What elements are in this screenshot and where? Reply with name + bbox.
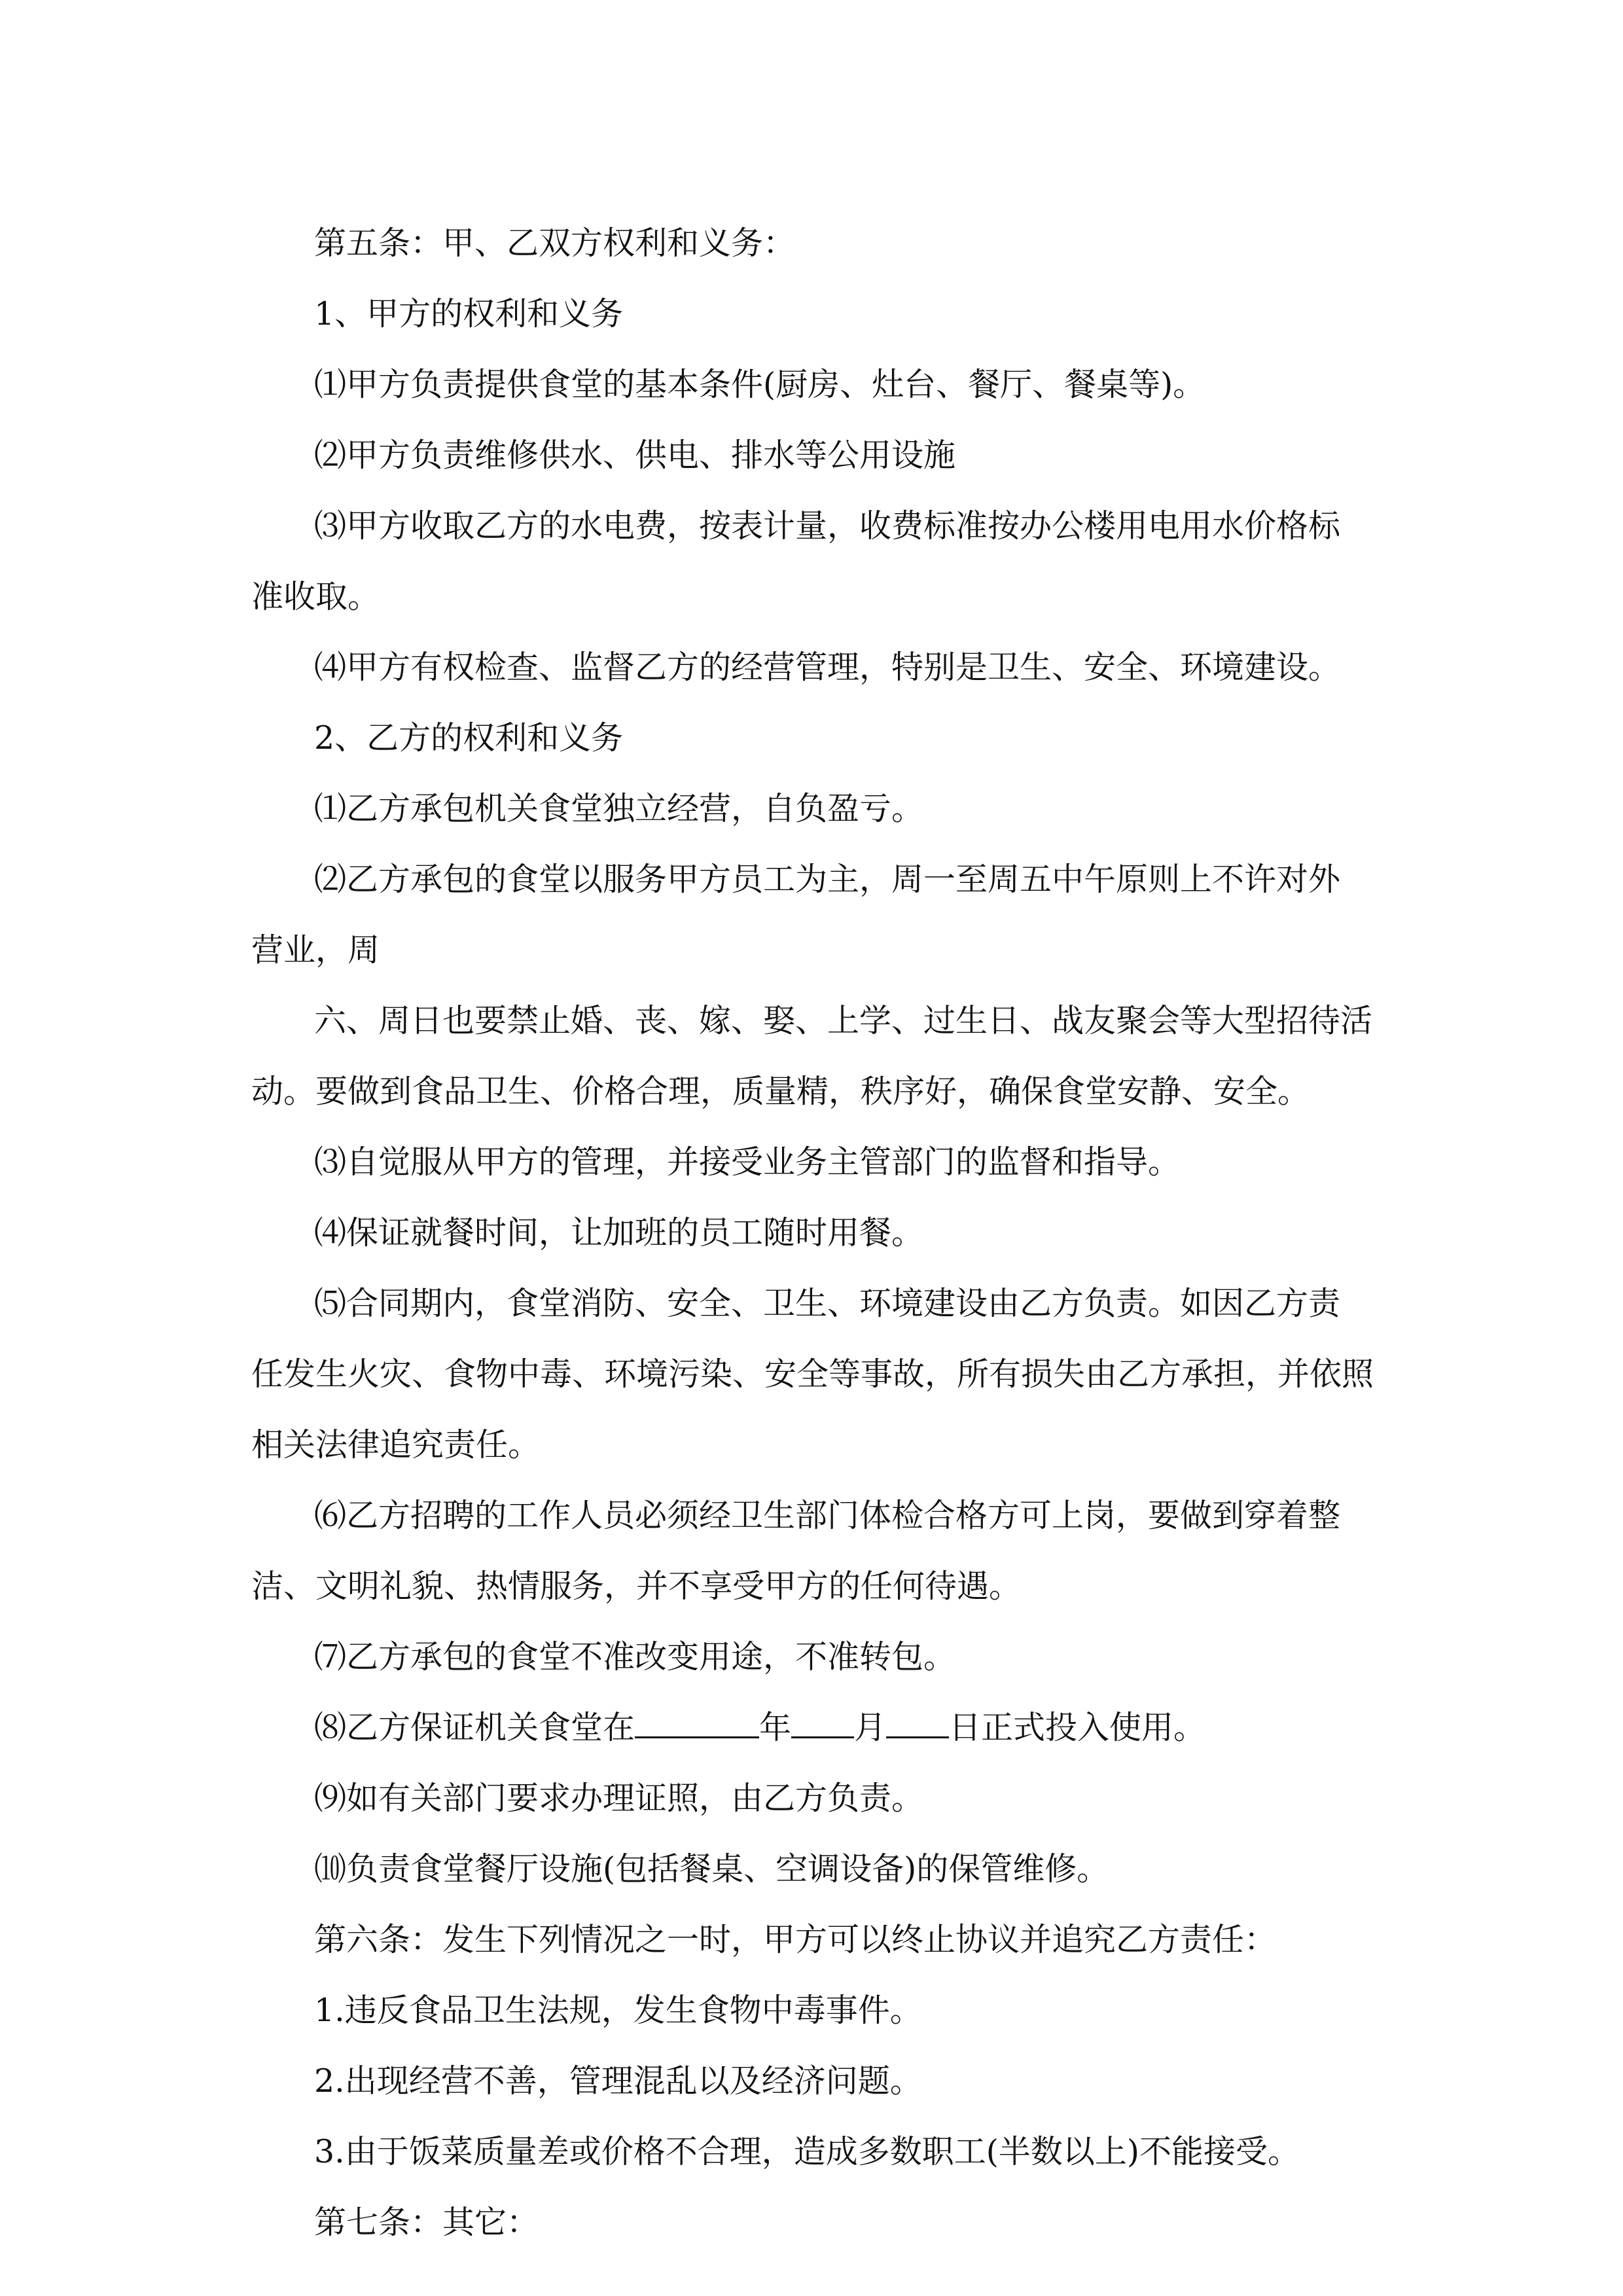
- paragraph-continuation: 任发生火灾、食物中毒、环境污染、安全等事故，所有损失由乙方承担，并依照: [251, 1355, 1374, 1393]
- paragraph: ⑼如有关部门要求办理证照，由乙方负责。: [314, 1780, 924, 1817]
- year-blank: [635, 1706, 759, 1738]
- paragraph: ⑷甲方有权检查、监督乙方的经营管理，特别是卫生、安全、环境建设。: [314, 649, 1341, 686]
- paragraph: ⑺乙方承包的食堂不准改变用途，不准转包。: [314, 1638, 956, 1676]
- paragraph: 3.由于饭菜质量差或价格不合理，造成多数职工(半数以上)不能接受。: [314, 2133, 1300, 2170]
- clause-5-heading: 第五条：甲、乙双方权利和义务：: [314, 224, 796, 262]
- date-prefix: ⑻乙方保证机关食堂在: [314, 1709, 635, 1746]
- paragraph-line: 六、周日也要禁止婚、丧、嫁、娶、上学、过生日、战友聚会等大型招待活: [314, 1002, 1373, 1039]
- paragraph-continuation: 洁、文明礼貌、热情服务，并不享受甲方的任何待遇。: [251, 1568, 1022, 1605]
- paragraph: ⑷保证就餐时间，让加班的员工随时用餐。: [314, 1214, 924, 1251]
- contract-body: [251, 208, 1387, 2258]
- paragraph-line: ⑸合同期内，食堂消防、安全、卫生、环境建设由乙方负责。如因乙方责: [314, 1285, 1341, 1322]
- paragraph: ⑴乙方承包机关食堂独立经营，自负盈亏。: [314, 790, 924, 827]
- party-a-rights-heading: 1、甲方的权利和义务: [314, 295, 624, 332]
- month-label: 月: [854, 1709, 887, 1746]
- party-b-rights-heading: 2、乙方的权利和义务: [314, 719, 624, 757]
- clause-7-heading: 第七条：其它：: [314, 2204, 539, 2241]
- start-date-paragraph: [314, 1693, 1387, 1763]
- paragraph: ⑵甲方负责维修供水、供电、排水等公用设施: [314, 437, 956, 474]
- paragraph-continuation: 准收取。: [251, 578, 380, 615]
- paragraph: ⑶自觉服从甲方的管理，并接受业务主管部门的监督和指导。: [314, 1143, 1181, 1181]
- day-blank: [886, 1706, 949, 1738]
- paragraph-continuation: 营业，周: [251, 931, 380, 969]
- paragraph: ⑽负责食堂餐厅设施(包括餐桌、空调设备)的保管维修。: [314, 1850, 1109, 1888]
- paragraph: 2.出现经营不善，管理混乱以及经济问题。: [314, 2062, 922, 2100]
- paragraph-line: ⑹乙方招聘的工作人员必须经卫生部门体检合格方可上岗，要做到穿着整: [314, 1497, 1341, 1534]
- paragraph: ⑴甲方负责提供食堂的基本条件(厨房、灶台、餐厅、餐桌等)。: [314, 366, 1205, 403]
- year-label: 年: [759, 1709, 792, 1746]
- paragraph-continuation: 相关法律追究责任。: [251, 1426, 541, 1463]
- paragraph: 1.违反食品卫生法规，发生食物中毒事件。: [314, 1992, 922, 2029]
- clause-6-heading: 第六条：发生下列情况之一时，甲方可以终止协议并追究乙方责任：: [314, 1921, 1277, 1958]
- paragraph-line: ⑵乙方承包的食堂以服务甲方员工为主，周一至周五中午原则上不许对外: [314, 861, 1341, 898]
- paragraph-line: ⑶甲方收取乙方的水电费，按表计量，收费标准按办公楼用电用水价格标: [314, 507, 1341, 545]
- paragraph-continuation: 动。要做到食品卫生、价格合理，质量精，秩序好，确保食堂安静、安全。: [251, 1073, 1310, 1110]
- date-suffix: 日正式投入使用。: [949, 1709, 1206, 1746]
- month-blank: [791, 1706, 854, 1738]
